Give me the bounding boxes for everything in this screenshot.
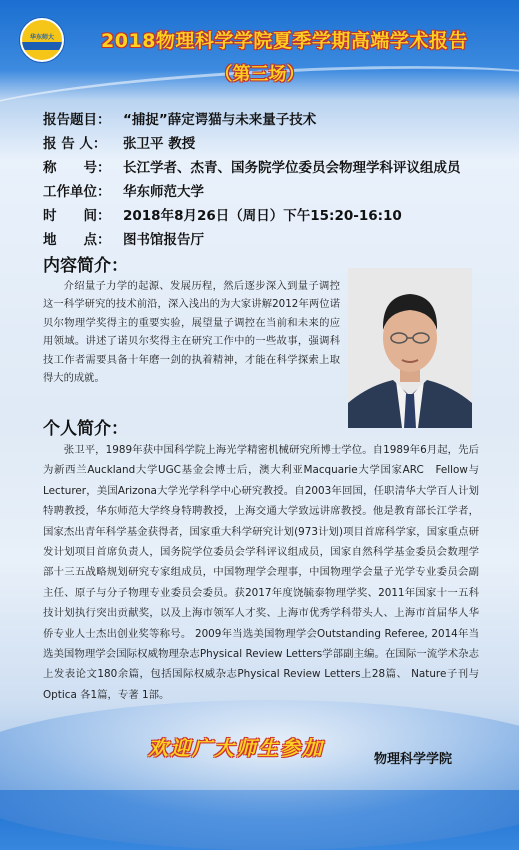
info-row-location bbox=[43, 226, 503, 250]
university-logo: 华东师大 bbox=[20, 18, 64, 62]
info-label: 称 号： bbox=[43, 160, 111, 176]
organizer: 物理科学学院 bbox=[374, 752, 453, 767]
info-value: “捕捉”薛定谔猫与未来量子技术 bbox=[123, 112, 317, 128]
bio-text: 张卫平，1989年获中国科学院上海光学精密机械研究所博士学位。自1989年6月起，先后为新西兰Auckland大学UGC基金会博士后，澳大利亚Macquarie大学国家ARC Fellow与Lecturer，美国Arizona大学光学科学中心研究教授。自2003年回国，任职清华大学百人计划特聘教授，华东师范大学终身特聘教授，上海交通大学致远讲席教授。他是教育部长江学者，国家杰出青年科学基金获得者，国家重大科学研究计划(973计划)项目首席科学家，国家重点研发计划项目首席负责人，国务院学位委员会学科评议组成员，国家自然科学基金委员会数理学部十三五战略规划研究专家组成员，中国物理学会理事，中国物理学会量子光学专业委员会副主任、原子与分子物理专业委员会委员。获2017年度饶毓泰物理学奖、2011年国家十一五科技计划执行突出贡献奖，以及上海市领军人才奖、上海市优秀学科带头人、上海市首届华人华侨专业人士杰出创业奖等称号。 2009年当选美国物理学会Outstanding Referee, 2014年当选美国物理学会国际权威物理杂志Physical Review Letters学部副主编。在国际一流学术杂志上发表论文180余篇，包括国际权威杂志Physical Review Letters上28篇、 Nature子刊与Optica 各1篇，专著 1部。 bbox=[43, 444, 479, 701]
info-row-honors bbox=[43, 154, 503, 178]
speaker-photo bbox=[348, 268, 472, 428]
info-label: 报 告 人： bbox=[43, 136, 107, 152]
intro-heading: 内容简介： bbox=[43, 256, 128, 276]
info-label: 时 间： bbox=[43, 208, 111, 224]
info-row-affiliation bbox=[43, 178, 503, 202]
talk-info bbox=[43, 106, 503, 250]
info-value: 长江学者、杰青、国务院学位委员会物理学科评议组成员 bbox=[123, 160, 461, 176]
info-row-time bbox=[43, 202, 503, 226]
speaker-portrait-icon bbox=[348, 268, 472, 428]
poster-title: 2018物理科学学院夏季学期高端学术报告 bbox=[101, 30, 468, 52]
info-value: 张卫平 教授 bbox=[123, 136, 196, 152]
info-row-speaker bbox=[43, 130, 503, 154]
bio-heading: 个人简介： bbox=[43, 419, 128, 439]
info-label: 地 点： bbox=[43, 232, 111, 248]
bottom-swoosh-decoration bbox=[0, 700, 519, 850]
info-label: 工作单位： bbox=[43, 184, 111, 200]
poster-subtitle: （第三场） bbox=[214, 64, 305, 85]
info-label: 报告题目： bbox=[43, 112, 111, 128]
info-row-topic bbox=[43, 106, 503, 130]
welcome-banner: 欢迎广大师生参加 bbox=[148, 736, 324, 760]
info-value: 华东师范大学 bbox=[123, 184, 204, 200]
info-value: 2018年8月26日（周日）下午15:20-16:10 bbox=[123, 208, 402, 224]
intro-text: 介绍量子力学的起源、发展历程，然后逐步深入到量子调控这一科学研究的技术前沿，深入浅出的为大家讲解2012年两位诺贝尔物理学奖得主的重要实验，展望量子调控在当前和未来的应用领域。讲述了诺贝尔奖得主在研究工作中的一些故事，强调科技工作者需要具备十年磨一剑的执着精神，才能在科学探索上取得大的成就。 bbox=[43, 280, 340, 385]
info-value: 图书馆报告厅 bbox=[123, 232, 204, 248]
